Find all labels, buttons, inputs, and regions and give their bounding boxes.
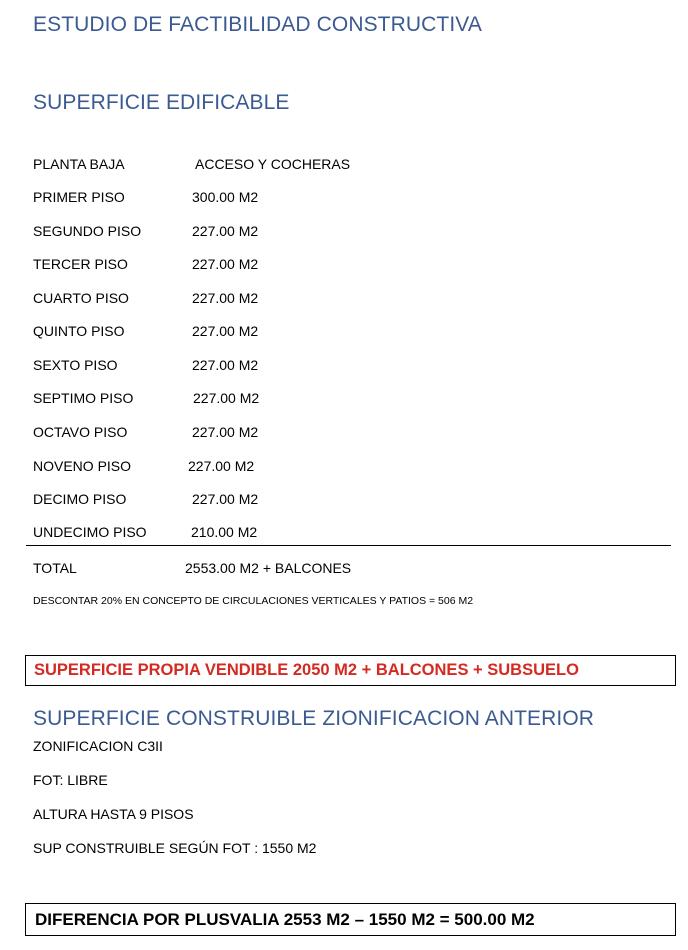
floor-label: NOVENO PISO	[33, 458, 132, 474]
floor-value: 227.00 M2	[192, 491, 259, 507]
total-divider	[26, 545, 671, 546]
floor-label: CUARTO PISO	[33, 290, 129, 306]
section-title-buildable-area: SUPERFICIE EDIFICABLE	[33, 91, 290, 114]
discount-note: DESCONTAR 20% EN CONCEPTO DE CIRCULACIONES VERTICALES Y PATIOS = 506 M2	[33, 595, 474, 607]
floor-label: OCTAVO PISO	[33, 424, 128, 440]
floor-label: UNDECIMO PISO	[33, 524, 147, 540]
floor-value: 300.00 M2	[192, 189, 259, 205]
floor-value: 227.00 M2	[192, 357, 259, 373]
floor-value: ACCESO Y COCHERAS	[195, 156, 351, 172]
document-title: ESTUDIO DE FACTIBILIDAD CONSTRUCTIVA	[33, 13, 482, 36]
zoning-line: SUP CONSTRUIBLE SEGÚN FOT : 1550 M2	[33, 840, 317, 856]
floor-label: SEGUNDO PISO	[33, 223, 142, 239]
total-label: TOTAL	[33, 560, 77, 576]
zoning-line: ALTURA HASTA 9 PISOS	[33, 806, 194, 822]
floor-label: PLANTA BAJA	[33, 156, 125, 172]
difference-box: DIFERENCIA POR PLUSVALIA 2553 M2 – 1550 M2 = 500.00 M2	[25, 903, 676, 936]
floor-label: QUINTO PISO	[33, 323, 125, 339]
floor-label: TERCER PISO	[33, 256, 128, 272]
total-row	[33, 560, 352, 576]
floor-value: 227.00 M2	[192, 290, 259, 306]
floor-value: 227.00 M2	[193, 390, 260, 406]
floor-value: 210.00 M2	[191, 524, 258, 540]
floor-value: 227.00 M2	[192, 424, 259, 440]
floor-label: SEXTO PISO	[33, 357, 118, 373]
floor-value: 227.00 M2	[192, 323, 259, 339]
floor-value: 227.00 M2	[192, 256, 259, 272]
section-title-constructible-area: SUPERFICIE CONSTRUIBLE ZIONIFICACION ANTERIOR	[33, 707, 595, 730]
floor-label: SEPTIMO PISO	[33, 390, 134, 406]
floor-label: DECIMO PISO	[33, 491, 127, 507]
floor-label: PRIMER PISO	[33, 189, 125, 205]
floor-value: 227.00 M2	[188, 458, 255, 474]
floor-value: 227.00 M2	[192, 223, 259, 239]
zoning-line: FOT: LIBRE	[33, 772, 108, 788]
zoning-line: ZONIFICACION C3II	[33, 738, 163, 754]
sellable-area-box: SUPERFICIE PROPIA VENDIBLE 2050 M2 + BALCONES + SUBSUELO	[25, 655, 676, 686]
total-value: 2553.00 M2 + BALCONES	[185, 560, 352, 576]
